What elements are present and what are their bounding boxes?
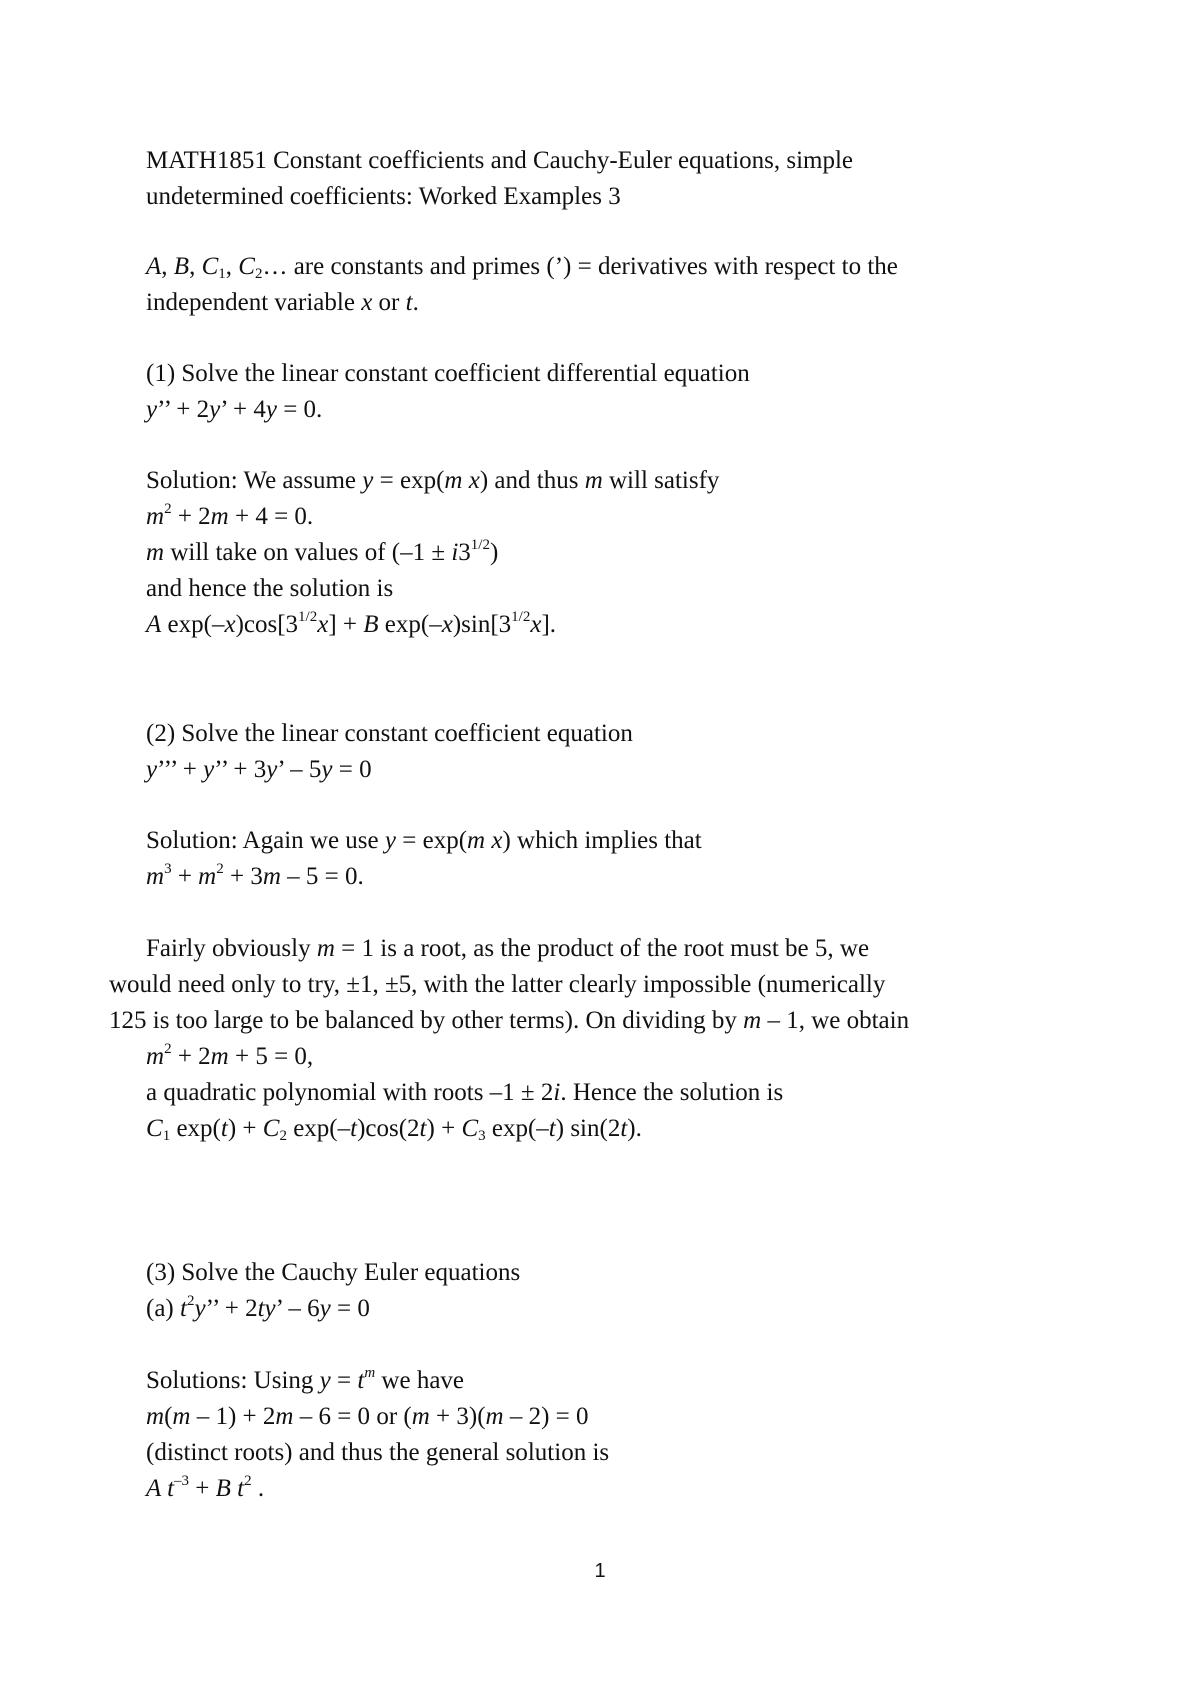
p3-sol-prefix: Solutions: Using — [146, 1367, 314, 1394]
problem-2-question: (2) Solve the linear constant coefficient equation — [146, 720, 633, 747]
problem-1-roots: m will take on values of $(-1 \pm i3^{1/2})$ — [146, 537, 499, 566]
p2-par3-b: , we obtain — [798, 1007, 910, 1034]
intro-line-2-text: independent variable — [146, 289, 355, 316]
p1-values-text: will take on values of — [170, 539, 386, 566]
p2-quad-end: . Hence the solution is — [560, 1079, 784, 1106]
p2-par1-b: is a root, as the product of the root must be 5, we — [380, 935, 870, 962]
p1-sol-prefix: Solution: We assume — [146, 467, 357, 494]
problem-2-quadratic: $m^2 + 2m + 5 = 0$, — [146, 1041, 314, 1070]
problem-2-paragraph-line-3: 125 is too large to be balanced by other terms). On dividing by m – 1, we obtain — [109, 1007, 910, 1034]
p3-sol-suffix: we have — [381, 1367, 465, 1394]
p2-sol-prefix: Solution: Again we use — [146, 827, 379, 854]
problem-1-solution-intro: Solution: We assume y = exp(m x) and thus m will satisfy — [146, 467, 720, 494]
p1-sol-suffix: will satisfy — [609, 467, 720, 494]
document-title-line-1: MATH1851 Constant coefficients and Cauchy-Euler equations, simple — [146, 147, 854, 174]
problem-3-general-solution: A $t^{-3} + B$ $t^2$ . — [146, 1473, 265, 1502]
page-number: 1 — [594, 1560, 606, 1582]
problem-2-solution-intro: Solution: Again we use y = exp(m x) which implies that — [146, 827, 702, 854]
intro-line-2: independent variable x or t. — [146, 289, 419, 316]
problem-2-characteristic-equation: $m^3 + m^2 + 3m - 5 = 0$. — [146, 861, 364, 890]
problem-3-indicial-equation: m(m – 1) + 2m – 6 = 0 or (m + 3)(m – 2) = 0 — [146, 1403, 589, 1430]
p2-sol-suffix: which implies that — [517, 827, 702, 854]
problem-3-solution-intro: Solutions: Using $y = t^m$ we have — [146, 1365, 465, 1394]
problem-3-distinct-roots: (distinct roots) and thus the general solution is — [146, 1439, 610, 1466]
intro-line-1-text: are constants and primes (’) = derivatives with respect to the — [293, 253, 898, 280]
p2-par1-a: Fairly obviously — [146, 935, 311, 962]
problem-3a-equation: (a) $t^2y$’’ + 2ty’ – 6y = 0 — [146, 1293, 370, 1322]
p3-or: or — [376, 1403, 398, 1430]
problem-1-hence: and hence the solution is — [146, 575, 394, 602]
document-title-line-2: undetermined coefficients: Worked Examples 3 — [146, 183, 621, 210]
problem-2-equation: y’’’ + y’’ + 3y’ – 5y = 0 — [146, 756, 372, 783]
problem-2-solution: $C_1$ $\exp(t) + C_2$ $\exp(-t)\cos(2t) + C_3$ exp(–t) sin(2t). — [146, 1115, 642, 1144]
intro-line-1: A, B, $C_1$, $C_2\dots$ are constants and primes (’) = derivatives with respect to the — [146, 253, 898, 282]
p2-quad-text: a quadratic polynomial with roots –1 ± 2 — [146, 1079, 554, 1106]
problem-1-solution: A $\exp(-x)\cos[3^{1/2}x] + B$ $\exp(-x)\sin[3^{1/2}x]$. — [146, 609, 557, 638]
problem-2-roots: a quadratic polynomial with roots –1 ± 2i. Hence the solution is — [146, 1079, 784, 1106]
problem-2-paragraph-line-2: would need only to try, ±1, ±5, with the latter clearly impossible (numerically — [109, 971, 886, 998]
p2-par3-a: 125 is too large to be balanced by other terms). On dividing by — [109, 1007, 737, 1034]
problem-1-question: (1) Solve the linear constant coefficient differential equation — [146, 360, 750, 387]
problem-1-characteristic-equation: $m^2 + 2m + 4 = 0$. — [146, 501, 314, 530]
p1-sol-mid: and thus — [494, 467, 579, 494]
problem-3-question: (3) Solve the Cauchy Euler equations — [146, 1259, 521, 1286]
p3-part-label: (a) — [146, 1295, 174, 1322]
problem-1-equation: y’’ + 2y’ + 4y = 0. — [146, 396, 323, 423]
problem-2-paragraph-line-1: Fairly obviously m = 1 is a root, as the product of the root must be 5, we — [146, 935, 870, 962]
